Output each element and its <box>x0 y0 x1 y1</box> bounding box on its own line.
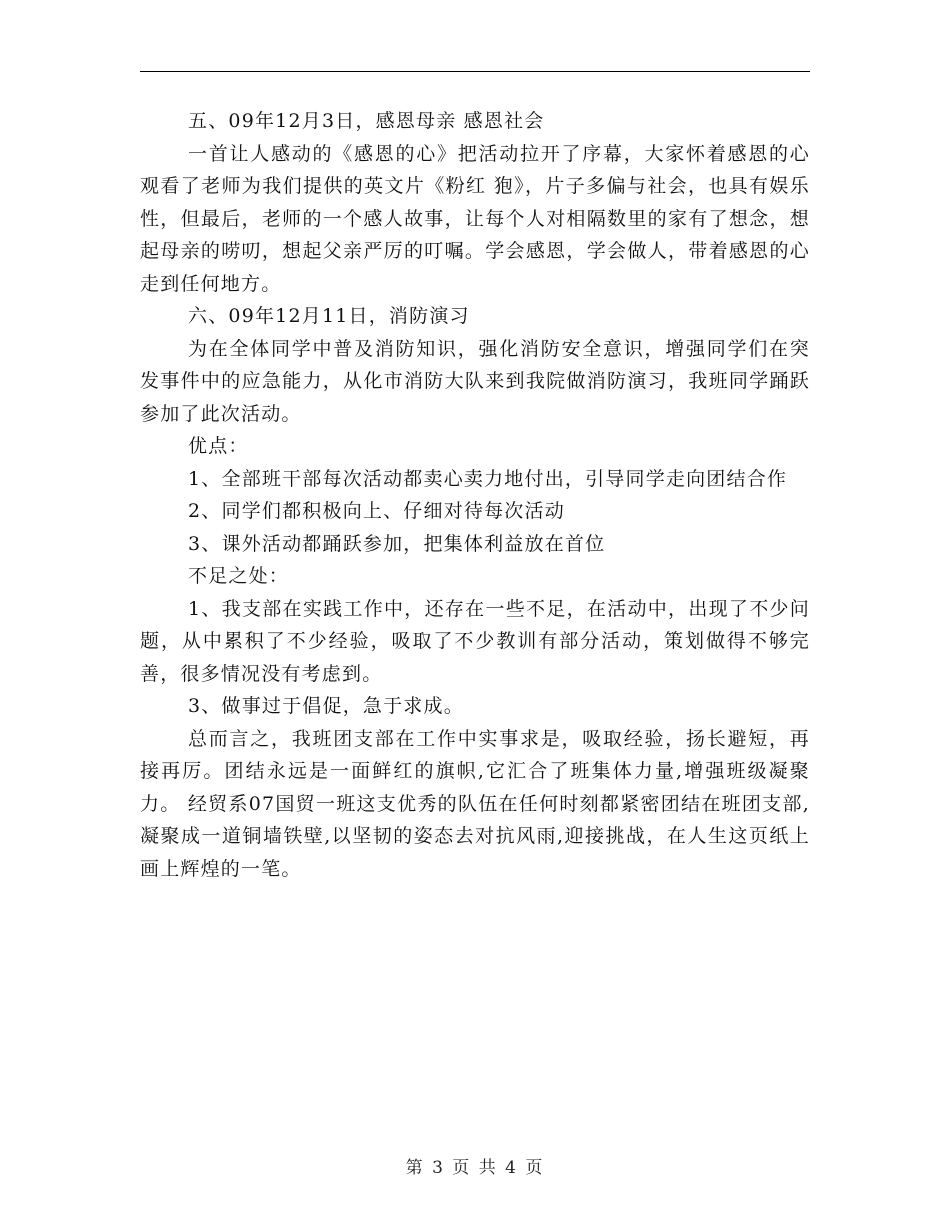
strength-item: 1、全部班干部每次活动都卖心卖力地付出，引导同学走向团结合作 <box>188 467 788 490</box>
weaknesses-heading: 不足之处： <box>188 565 290 587</box>
weakness-item: 1、我支部在实践工作中，还存在一些不足，在活动中，出现了不少问题，从中累积了不少经验，吸取了不少教训有部分活动，策划做得不够完善，很多情况没有考虑到。 <box>140 597 810 685</box>
paragraph: 为在全体同学中普及消防知识，强化消防安全意识，增强同学们在突发事件中的应急能力，从化市消防大队来到我院做消防演习，我班同学踊跃参加了此次活动。 <box>140 337 810 425</box>
weakness-item: 3、做事过于倡促，急于求成。 <box>188 695 464 717</box>
strength-item: 3、课外活动都踊跃参加，把集体利益放在首位 <box>188 532 606 555</box>
conclusion-paragraph: 总而言之，我班团支部在工作中实事求是，吸取经验，扬长避短，再接再厉。团结永远是一面鲜红的旗帜,它汇合了班集体力量,增强班级凝聚力。 经贸系07国贸一班这支优秀的队伍在任何时刻都紧密团结在班团支部,凝聚成一道铜墙铁壁,以坚韧的姿态去对抗风雨,迎接挑战，在人生这页纸上画上辉煌的一笔。 <box>140 727 810 880</box>
strength-item: 2、同学们都积极向上、仔细对待每次活动 <box>188 500 565 522</box>
paragraph: 一首让人感动的《感恩的心》把活动拉开了序幕，大家怀着感恩的心观看了老师为我们提供的英文片《粉红 狍》，片子多偏与社会，也具有娱乐性，但最后，老师的一个感人故事，让每个人对相隔数里的家有了想念，想起母亲的唠叨，想起父亲严厉的叮嘱。学会感恩，学会做人，带着感恩的心走到任何地方。 <box>140 142 810 295</box>
header-rule <box>140 71 810 72</box>
section-heading-5: 五、09年12月3日，感恩母亲 感恩社会 <box>188 110 545 132</box>
strengths-heading: 优点： <box>188 435 249 457</box>
section-heading-6: 六、09年12月11日，消防演习 <box>188 305 470 327</box>
page-number: 第 3 页 共 4 页 <box>405 1158 545 1178</box>
document-body <box>140 105 810 885</box>
